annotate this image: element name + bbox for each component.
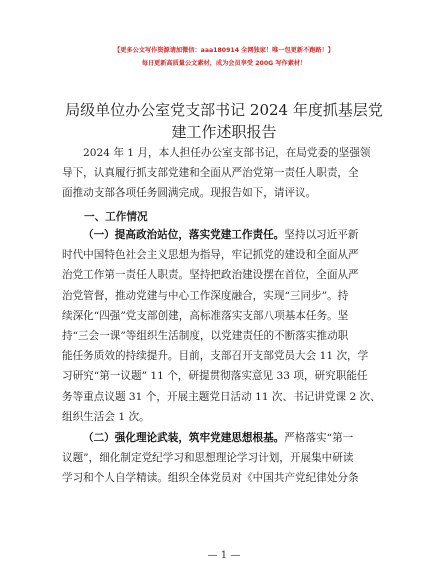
- section-heading-work-status: 一、工作情况: [84, 211, 148, 223]
- item-1-line: 治党工作第一责任人职责。坚持把政治建设摆在首位，全面从严: [62, 269, 359, 282]
- item-1-line: 续深化“四强”党支部创建，高标准落实支部八项基本任务。坚: [62, 309, 349, 322]
- intro-line: 面推动支部各项任务圆满完成。现报告如下，请评议。: [62, 187, 317, 200]
- item-1-line: 习研究“第一议题” 11 个，研提贯彻落实意见 33 项，研究职能任: [62, 370, 368, 383]
- document-title-line-2: 建工作述职报告: [171, 123, 277, 141]
- item-1-first-line: [62, 225, 382, 245]
- item-1-line: 能任务质效的持续提升。目前，支部召开支部党员大会 11 次，学: [62, 350, 369, 363]
- item-2-lead: （二）强化理论武装，筑牢党建思想根基。: [83, 432, 285, 444]
- intro-line: 2024 年 1 月，本人担任办公室支部书记，在局党委的坚强领: [83, 147, 371, 159]
- item-2-first-line: [62, 428, 382, 448]
- item-1-paragraph: [62, 225, 382, 427]
- item-2-lead-rest: 严格落实“第一: [284, 432, 354, 444]
- item-1-line: 时代中国特色社会主义思想为指导，牢记抓党的建设和全面从严: [62, 249, 359, 262]
- item-1-lead: （一）提高政治站位，落实党建工作责任。: [83, 229, 285, 241]
- item-1-line: 务等重点议题 31 个，开展主题党日活动 11 次、书记讲党课 2 次、: [62, 390, 381, 403]
- item-2-line: 学习和个人自学精读。组织全体党员对《中国共产党纪律处分条: [62, 472, 359, 485]
- page-number: — 1 —: [207, 550, 241, 561]
- item-1-line: 治党管督，推动党建与中心工作深度融合，实现“三同步”。持: [62, 289, 349, 302]
- item-2-line: 议题”，细化制定党纪学习和思想理论学习计划，开展集中研读: [62, 452, 354, 465]
- promo-banner-line-2: 每日更新高质量公文素材，成为会员享受 200G 写作素材！: [141, 60, 307, 67]
- item-1-line: 组织生活会 1 次。: [62, 410, 150, 423]
- item-1-lead-rest: 坚持以习近平新: [284, 229, 359, 241]
- intro-line: 导下，认真履行抓支部党建和全面从严治党第一责任人职责，全: [62, 167, 359, 180]
- intro-paragraph: [62, 143, 382, 204]
- document-title-line-1: 局级单位办公室党支部书记 2024 年度抓基层党: [65, 101, 383, 119]
- item-2-paragraph: [62, 428, 382, 489]
- promo-banner-line-1: 【更多公文写作资源请加微信：aaa180914 全网独家！唯一包更新不跑路！】: [114, 47, 334, 54]
- item-1-line: 持“三会一课”等组织生活制度，以党建责任的不断落实推动职: [62, 329, 349, 342]
